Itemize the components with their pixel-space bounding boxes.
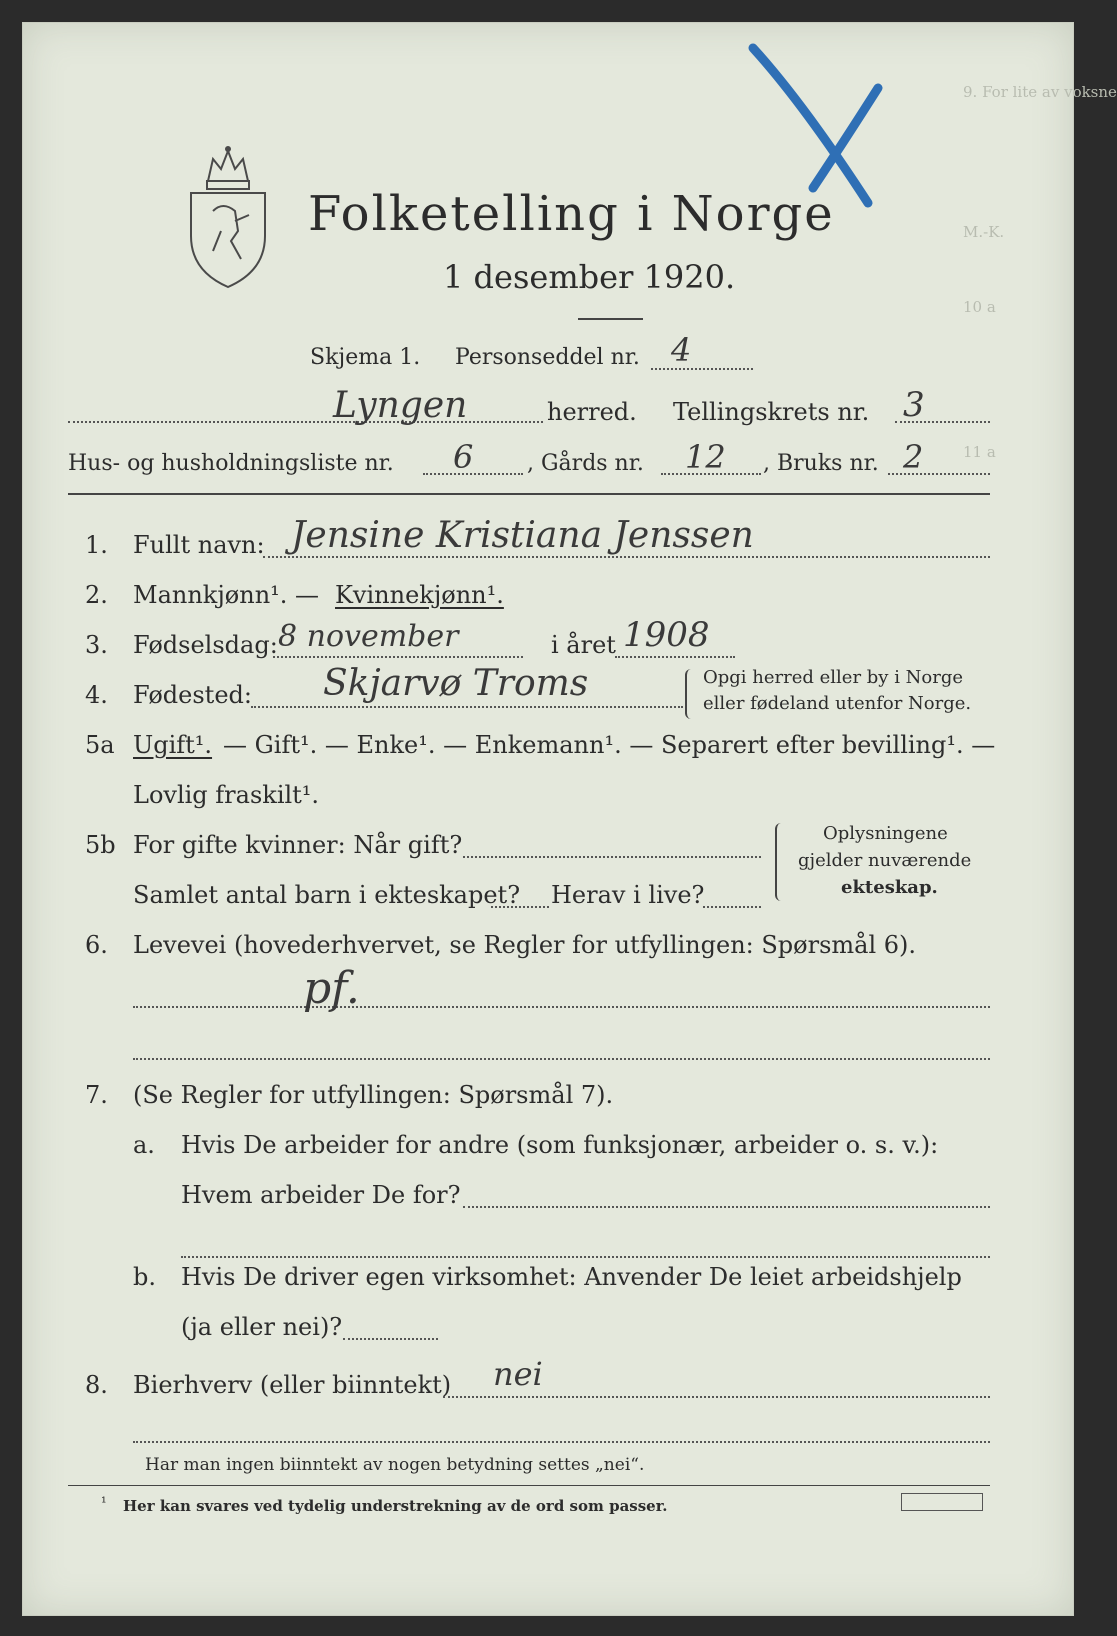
bruks-value[interactable]: 2 <box>903 438 924 476</box>
q2-number: 2. <box>85 581 108 609</box>
q4-note-2: eller fødeland utenfor Norge. <box>703 693 972 714</box>
hus-label: Hus- og husholdningsliste nr. <box>68 451 394 476</box>
q2-female: Kvinnekjønn¹. <box>335 581 504 609</box>
q4-number: 4. <box>85 681 108 709</box>
herred-value[interactable]: Lyngen <box>333 385 468 426</box>
footnote-mark: ¹ <box>101 1495 107 1511</box>
q4-note-1: Opgi herred eller by i Norge <box>703 667 964 688</box>
q3-year[interactable]: 1908 <box>623 615 710 655</box>
hus-value[interactable]: 6 <box>453 438 474 476</box>
q5b-number: 5b <box>85 831 116 859</box>
footer-note: Har man ingen biinntekt av nogen betydning settes „nei“. <box>145 1455 645 1475</box>
form-title: Folketelling i Norge <box>308 186 835 242</box>
bruks-label: , Bruks nr. <box>763 451 879 476</box>
coat-of-arms-icon <box>183 141 273 291</box>
q7-number: 7. <box>85 1081 108 1109</box>
header-divider <box>68 493 990 495</box>
q3-day[interactable]: 8 november <box>278 619 459 654</box>
herred-label: herred. <box>547 398 637 426</box>
q5a-line2: Lovlig fraskilt¹. <box>133 781 320 809</box>
q5b-bracket <box>775 823 783 901</box>
q3-number: 3. <box>85 631 108 659</box>
q1-answer[interactable]: Jensine Kristiana Jenssen <box>291 515 754 556</box>
q4-label: Fødested: <box>133 681 252 709</box>
q5b-label-2: Samlet antal barn i ekteskapet? <box>133 881 521 909</box>
q8-label: Bierhverv (eller biinntekt) <box>133 1371 452 1399</box>
q3-year-label: i året <box>551 631 616 659</box>
q5a-ugift: Ugift¹. <box>133 731 213 759</box>
q7b-text: Hvis De driver egen virksomhet: Anvender De leiet arbeidshjelp <box>181 1263 962 1291</box>
q5b-note-1: Oplysningene <box>823 823 948 844</box>
q4-answer[interactable]: Skjarvø Troms <box>323 663 589 704</box>
personseddel-label: Personseddel nr. <box>455 345 640 370</box>
q5b-note-2: gjelder nuværende <box>798 850 972 871</box>
skjema-label: Skjema 1. <box>310 345 421 370</box>
personseddel-value[interactable]: 4 <box>671 331 692 369</box>
q3-label: Fødselsdag: <box>133 631 278 659</box>
tellingskrets-label: Tellingskrets nr. <box>673 398 870 426</box>
q6-answer[interactable]: pf. <box>303 963 360 1014</box>
q5b-note-3: ekteskap. <box>841 877 938 898</box>
q8-answer[interactable]: nei <box>493 1355 543 1393</box>
q5b-label-3: Herav i live? <box>551 881 705 909</box>
q7a-text-2: Hvem arbeider De for? <box>181 1181 461 1209</box>
footnote: Her kan svares ved tydelig understrekning av de ord som passer. <box>123 1497 668 1515</box>
q4-bracket <box>685 669 693 719</box>
q6-number: 6. <box>85 931 108 959</box>
footer-divider <box>68 1485 990 1486</box>
gards-value[interactable]: 12 <box>685 438 726 476</box>
q7-label: (Se Regler for utfyllingen: Spørsmål 7). <box>133 1081 614 1109</box>
census-form: 9. For lite av voksne M.-K. 10 a 11 a Folketelling i Norge 1 desember 1920. Skjema 1. Personseddel nr. 4 Lyngen herred. Tellingskrets nr. 3 Hus- og husholdningsliste nr. 6 , Gårds nr. 12 , Bruks nr. 2 1. Fullt navn: Jensine Kristiana Jenssen 2. Mannkjønn¹. — Kvinnekjønn¹. 3. Fødselsdag: 8 november i året 1908 4. Fødested: Skjarvø Troms Opgi herred eller by i Norge eller fødeland utenfor Norge. 5a Ugift¹. — Gift¹. — Enke¹. — Enkemann¹. — Separert efter bevilling¹. — Lovlig fraskilt¹. 5b For gifte kvinner: Når gift? Samlet antal barn i ekteskapet? Herav i live? Oplysningene gjelder nuværende ekteskap. 6. Levevei (hovederhvervet, se Regler for utfyllingen: Spørsmål 6). pf. 7. (Se Regler for utfyllingen: Spørsmål 7). a. Hvis De arbeider for andre (som funksjonær, arbeider o. s. v.): Hvem arbeider De for? b. Hvis De driver egen virksomhet: Anvender De leiet arbeidshjelp (ja eller nei)? 8. Bierhverv (eller biinntekt) nei Har man ingen biinntekt av nogen betydning settes „nei“. ¹ Her kan svares ved tydelig understrekning av de ord som passer. <box>22 22 1074 1616</box>
q5b-label-1: For gifte kvinner: Når gift? <box>133 831 463 859</box>
title-divider <box>578 318 643 320</box>
q7b-letter: b. <box>133 1263 156 1291</box>
q5a-number: 5a <box>85 731 115 759</box>
q7a-text: Hvis De arbeider for andre (som funksjonær, arbeider o. s. v.): <box>181 1131 939 1159</box>
q8-number: 8. <box>85 1371 108 1399</box>
gards-label: , Gårds nr. <box>527 451 644 476</box>
q6-label: Levevei (hovederhvervet, se Regler for utfyllingen: Spørsmål 6). <box>133 931 917 959</box>
q1-label: Fullt navn: <box>133 531 265 559</box>
form-date: 1 desember 1920. <box>443 258 736 296</box>
printer-stamp <box>901 1493 983 1511</box>
q7a-letter: a. <box>133 1131 155 1159</box>
q5a-options: — Gift¹. — Enke¹. — Enkemann¹. — Separert efter bevilling¹. — <box>223 731 996 759</box>
q2-male: Mannkjønn¹. — <box>133 581 320 609</box>
tellingskrets-value[interactable]: 3 <box>903 385 925 425</box>
q1-number: 1. <box>85 531 108 559</box>
q7b-text-2: (ja eller nei)? <box>181 1313 343 1341</box>
